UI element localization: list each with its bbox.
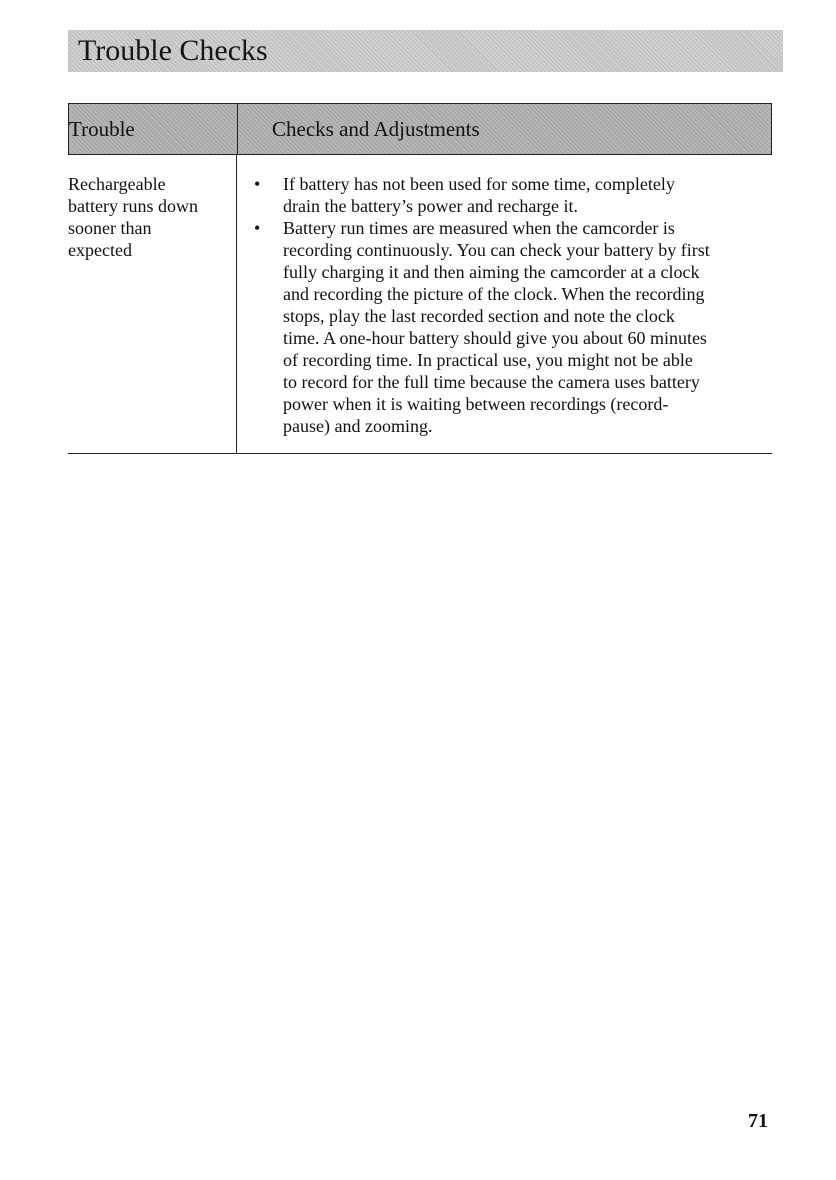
check-text-line: recording continuously. You can check your battery by first [283,240,710,260]
page-title: Trouble Checks [78,34,268,67]
check-item [254,217,769,437]
check-text-line: If battery has not been used for some time, completely [283,174,675,194]
check-text-line: power when it is waiting between recordings (record- [283,394,669,414]
check-text-line: pause) and zooming. [283,416,433,436]
check-text-line: stops, play the last recorded section and note the clock [283,306,675,326]
check-item [254,173,769,217]
check-text-line: Battery run times are measured when the camcorder is [283,218,675,238]
check-text-line: fully charging it and then aiming the camcorder at a clock [283,262,700,282]
page-title-bar [68,30,783,72]
header-trouble: Trouble [69,116,135,141]
check-text-line: drain the battery’s power and recharge it. [283,196,579,216]
check-text-line: and recording the picture of the clock. When the recording [283,284,705,304]
header-checks-adjustments: Checks and Adjustments [237,104,771,154]
trouble-text-line: battery runs down [68,196,198,216]
trouble-table [68,103,772,454]
trouble-text-line: Rechargeable [68,174,166,194]
check-text-line: of recording time. In practical use, you might not be able [283,350,693,370]
table-header-row [68,103,772,155]
bullet-icon: • [254,174,261,194]
bullet-icon: • [254,218,261,238]
column-divider [236,155,237,453]
checks-list [254,173,769,437]
trouble-text-line: expected [68,240,132,260]
check-text-line: time. A one-hour battery should give you about 60 minutes [283,328,707,348]
trouble-cell [68,173,228,261]
table-row [68,155,772,454]
check-text-line: to record for the full time because the camera uses battery [283,372,700,392]
trouble-text-line: sooner than [68,218,152,238]
page-number: 71 [748,1110,768,1132]
